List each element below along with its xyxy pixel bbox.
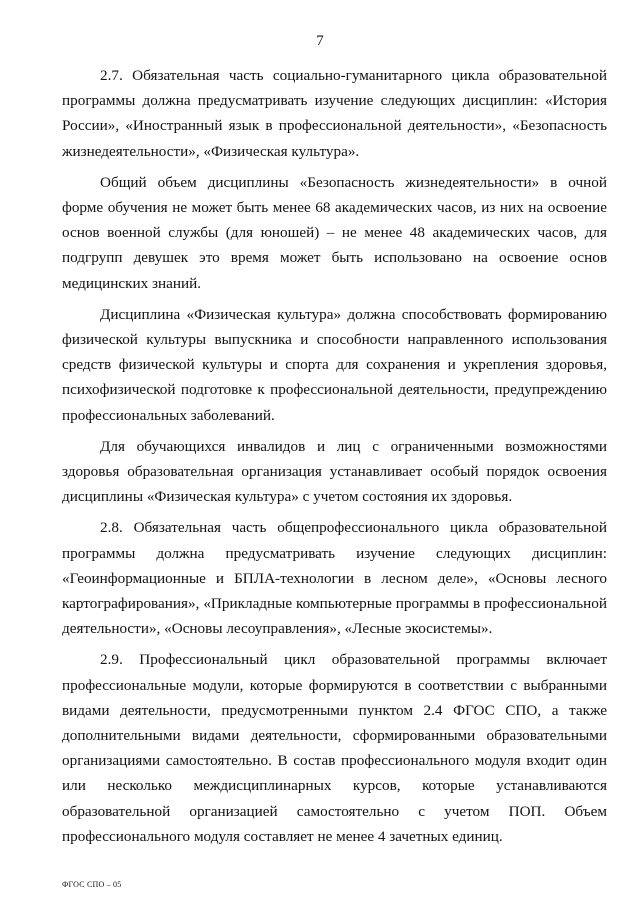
paragraph-bzh-hours: Общий объем дисциплины «Безопасность жизнедеятельности» в очной форме обучения не может быть менее 68 академических часов, из них на освоение основ военной службы (для юношей) – не менее 48 академических часов, для подгрупп девушек это время может быть использовано на освоение основ медицинских знаний. — [62, 173, 607, 292]
paragraph-disabled-students: Для обучающихся инвалидов и лиц с ограниченными возможностями здоровья образовательная организация устанавливает особый порядок освоения дисциплины «Физическая культура» с учетом состояния их здоровья. — [62, 437, 607, 506]
paragraph-physical-culture: Дисциплина «Физическая культура» должна способствовать формированию физической культуры выпускника и способности направленного использования средств физической культуры и спорта для сохранения и укрепления здоровья, психофизической подготовке к профессиональной деятельности, предупреждению профессиональных заболеваний. — [62, 305, 607, 424]
page-footer: ФГОС СПО – 05 — [62, 880, 122, 889]
paragraph-2-7: 2.7. Обязательная часть социально-гуманитарного цикла образовательной программы должна предусматривать изучение следующих дисциплин: «История России», «Иностранный язык в профессиональной деятельности», «Безопасность жизнедеятельности», «Физическая культура». — [62, 67, 607, 160]
document-body — [62, 63, 607, 849]
paragraph-2-8: 2.8. Обязательная часть общепрофессионального цикла образовательной программы должна предусматривать изучение следующих дисциплин: «Геоинформационные и БПЛА-технологии в лесном деле», «Основы лесного картографирования», «Прикладные компьютерные программы в профессиональной деятельности», «Основы лесоуправления», «Лесные экосистемы». — [62, 519, 607, 638]
page-number: 7 — [316, 33, 324, 49]
paragraph-2-9: 2.9. Профессиональный цикл образовательной программы включает профессиональные модули, которые формируются в соответствии с выбранными видами деятельности, предусмотренными пунктом 2.4 ФГОС СПО, а также дополнительными видами деятельности, сформированными образовательными организациями самостоятельно. В состав профессионального модуля входит один или несколько междисциплинарных курсов, которые устанавливаются образовательной организацией самостоятельно с учетом ПОП. Объем профессионального модуля составляет не менее 4 зачетных единиц. — [62, 651, 607, 845]
